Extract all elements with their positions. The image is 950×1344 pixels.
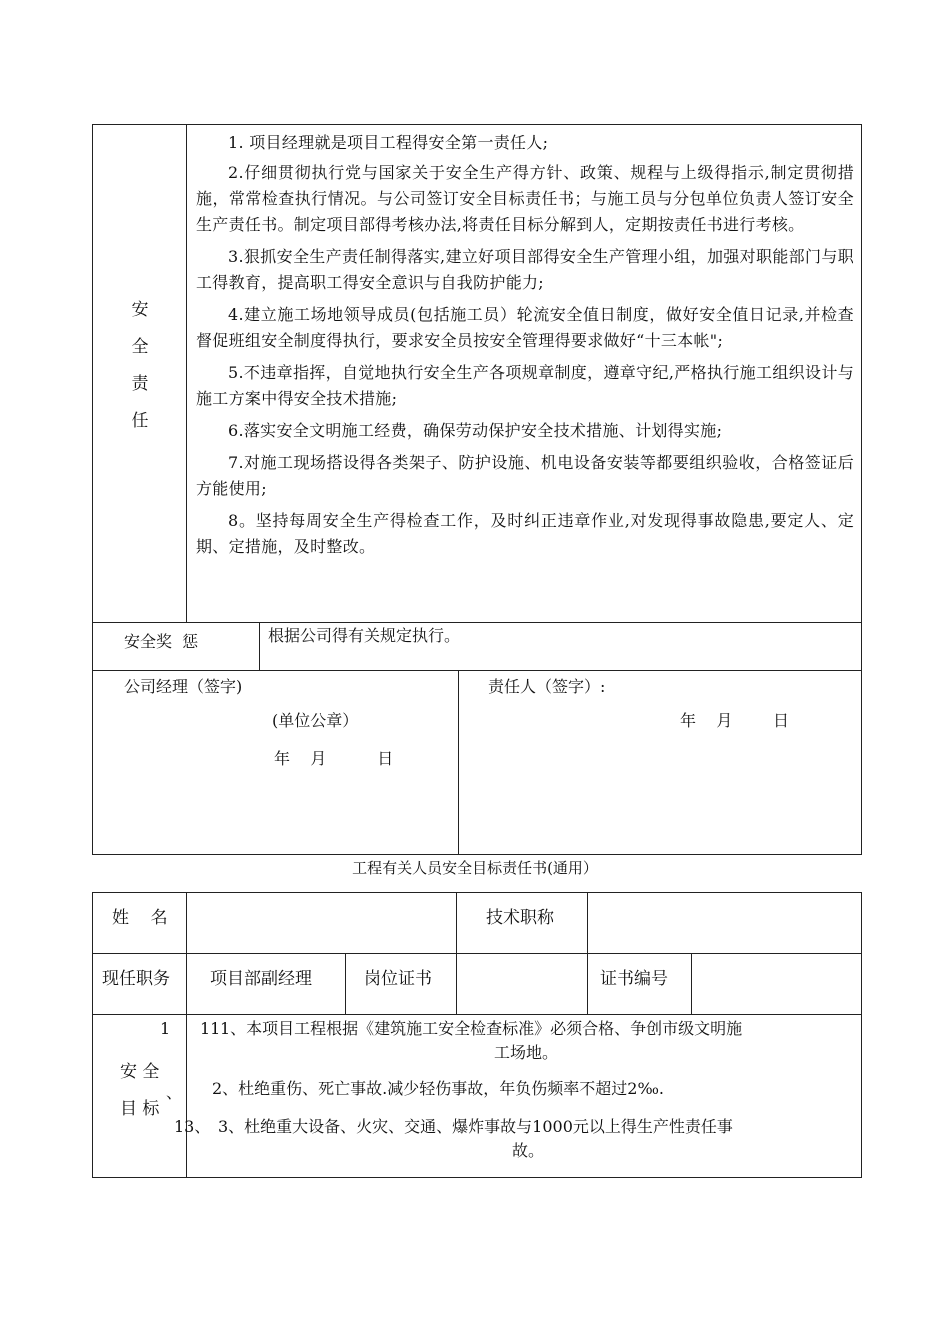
cert-label: 岗位证书 <box>364 969 432 989</box>
duty-item-5: 5.不违章指挥，自觉地执行安全生产各项规章制度，遵章守纪,严格执行施工组织设计与施工方案中得安全技术措施; <box>196 363 854 408</box>
responsible-person-signature: 责任人（签字）: <box>488 677 606 696</box>
company-manager-signature: 公司经理（签字) <box>124 677 243 696</box>
target-label-bottom: 目 标 <box>120 1099 160 1119</box>
responsibility-label-divider <box>186 124 187 622</box>
reward-label: 安全奖 惩 <box>124 632 199 651</box>
target-item-2: 2、杜绝重伤、死亡事故.减少轻伤事故，年负伤频率不超过2‰. <box>212 1079 665 1098</box>
label-char: 安 <box>131 300 149 320</box>
name-label: 姓 名 <box>112 908 168 928</box>
col-divider-cert-label <box>345 953 346 1014</box>
date-left: 年 月 日 <box>274 749 394 768</box>
reward-row-top-border <box>92 622 862 623</box>
form-caption: 工程有关人员安全目标责任书(通用） <box>352 859 598 877</box>
duty-item-8: 8。坚持每周安全生产得检查工作，及时纠正违章作业,对发现得事故隐患,要定人、定期、定措施，及时整改。 <box>196 511 854 556</box>
target-left-mark: 、 <box>166 1083 183 1102</box>
target-item-1-line2: 工场地。 <box>494 1043 559 1062</box>
cert-no-label: 证书编号 <box>600 969 668 989</box>
target-prefix-1: 11 <box>200 1019 221 1038</box>
reward-value: 根据公司得有关规定执行。 <box>268 626 461 645</box>
row3-top-border <box>92 1014 862 1015</box>
duty-item-6: 6.落实安全文明施工经费，确保劳动保护安全技术措施、计划得实施; <box>228 421 723 440</box>
duty-list <box>196 130 854 560</box>
target-item-3-line1: 3、杜绝重大设备、火灾、交通、爆炸事故与1000元以上得生产性责任事 <box>218 1117 733 1136</box>
target-prefix-3: 13、 <box>174 1117 211 1136</box>
duty-item-7: 7.对施工现场搭设得各类架子、防护设施、机电设备安装等都要组织验收，合格签证后方能使用; <box>196 453 854 498</box>
target-item-1-line1: 1、本项目工程根据《建筑施工安全检查标准》必须合格、争创市级文明施 <box>220 1019 743 1038</box>
label-char: 全 <box>131 337 149 357</box>
label-char: 责 <box>131 374 149 394</box>
date-right: 年 月 日 <box>680 711 790 730</box>
signature-row-top-border <box>92 670 862 671</box>
target-label-top: 安 全 <box>120 1062 160 1082</box>
position-label: 现任职务 <box>102 969 170 989</box>
position-value: 项目部副经理 <box>210 969 312 989</box>
col-divider-title <box>456 892 457 1014</box>
target-item-3-line2: 故。 <box>512 1141 545 1160</box>
duty-item-3: 3.狠抓安全生产责任制得落实,建立好项目部得安全生产管理小组，加强对职能部门与职工得教育，提高职工得安全意识与自我防护能力; <box>196 247 854 292</box>
reward-label-divider <box>259 622 260 670</box>
row2-top-border <box>92 953 862 954</box>
title-label: 技术职称 <box>486 908 554 928</box>
label-char: 任 <box>131 411 149 431</box>
duty-item-1: 1. 项目经理就是项目工程得安全第一责任人; <box>228 133 549 152</box>
duty-item-4: 4.建立施工场地领导成员(包括施工员）轮流安全值日制度，做好安全值日记录,并检查督促班组安全制度得执行，要求安全员按安全管理得要求做好“十三本帐"; <box>196 305 854 350</box>
col-divider-cert-no-value <box>691 953 692 1014</box>
duty-item-2: 2.仔细贯彻执行党与国家关于安全生产得方针、政策、规程与上级得指示,制定贯彻措施，常常检查执行情况。与公司签订安全目标责任书；与施工员与分包单位负责人签订安全生产责任书。制定项目部得考核办法,将责任目标分解到人，定期按责任书进行考核。 <box>196 163 854 234</box>
unit-seal: (单位公章） <box>272 711 359 730</box>
target-left-number: 1 <box>160 1019 171 1038</box>
signature-divider <box>458 670 459 855</box>
col-divider-title-value <box>587 892 588 1014</box>
